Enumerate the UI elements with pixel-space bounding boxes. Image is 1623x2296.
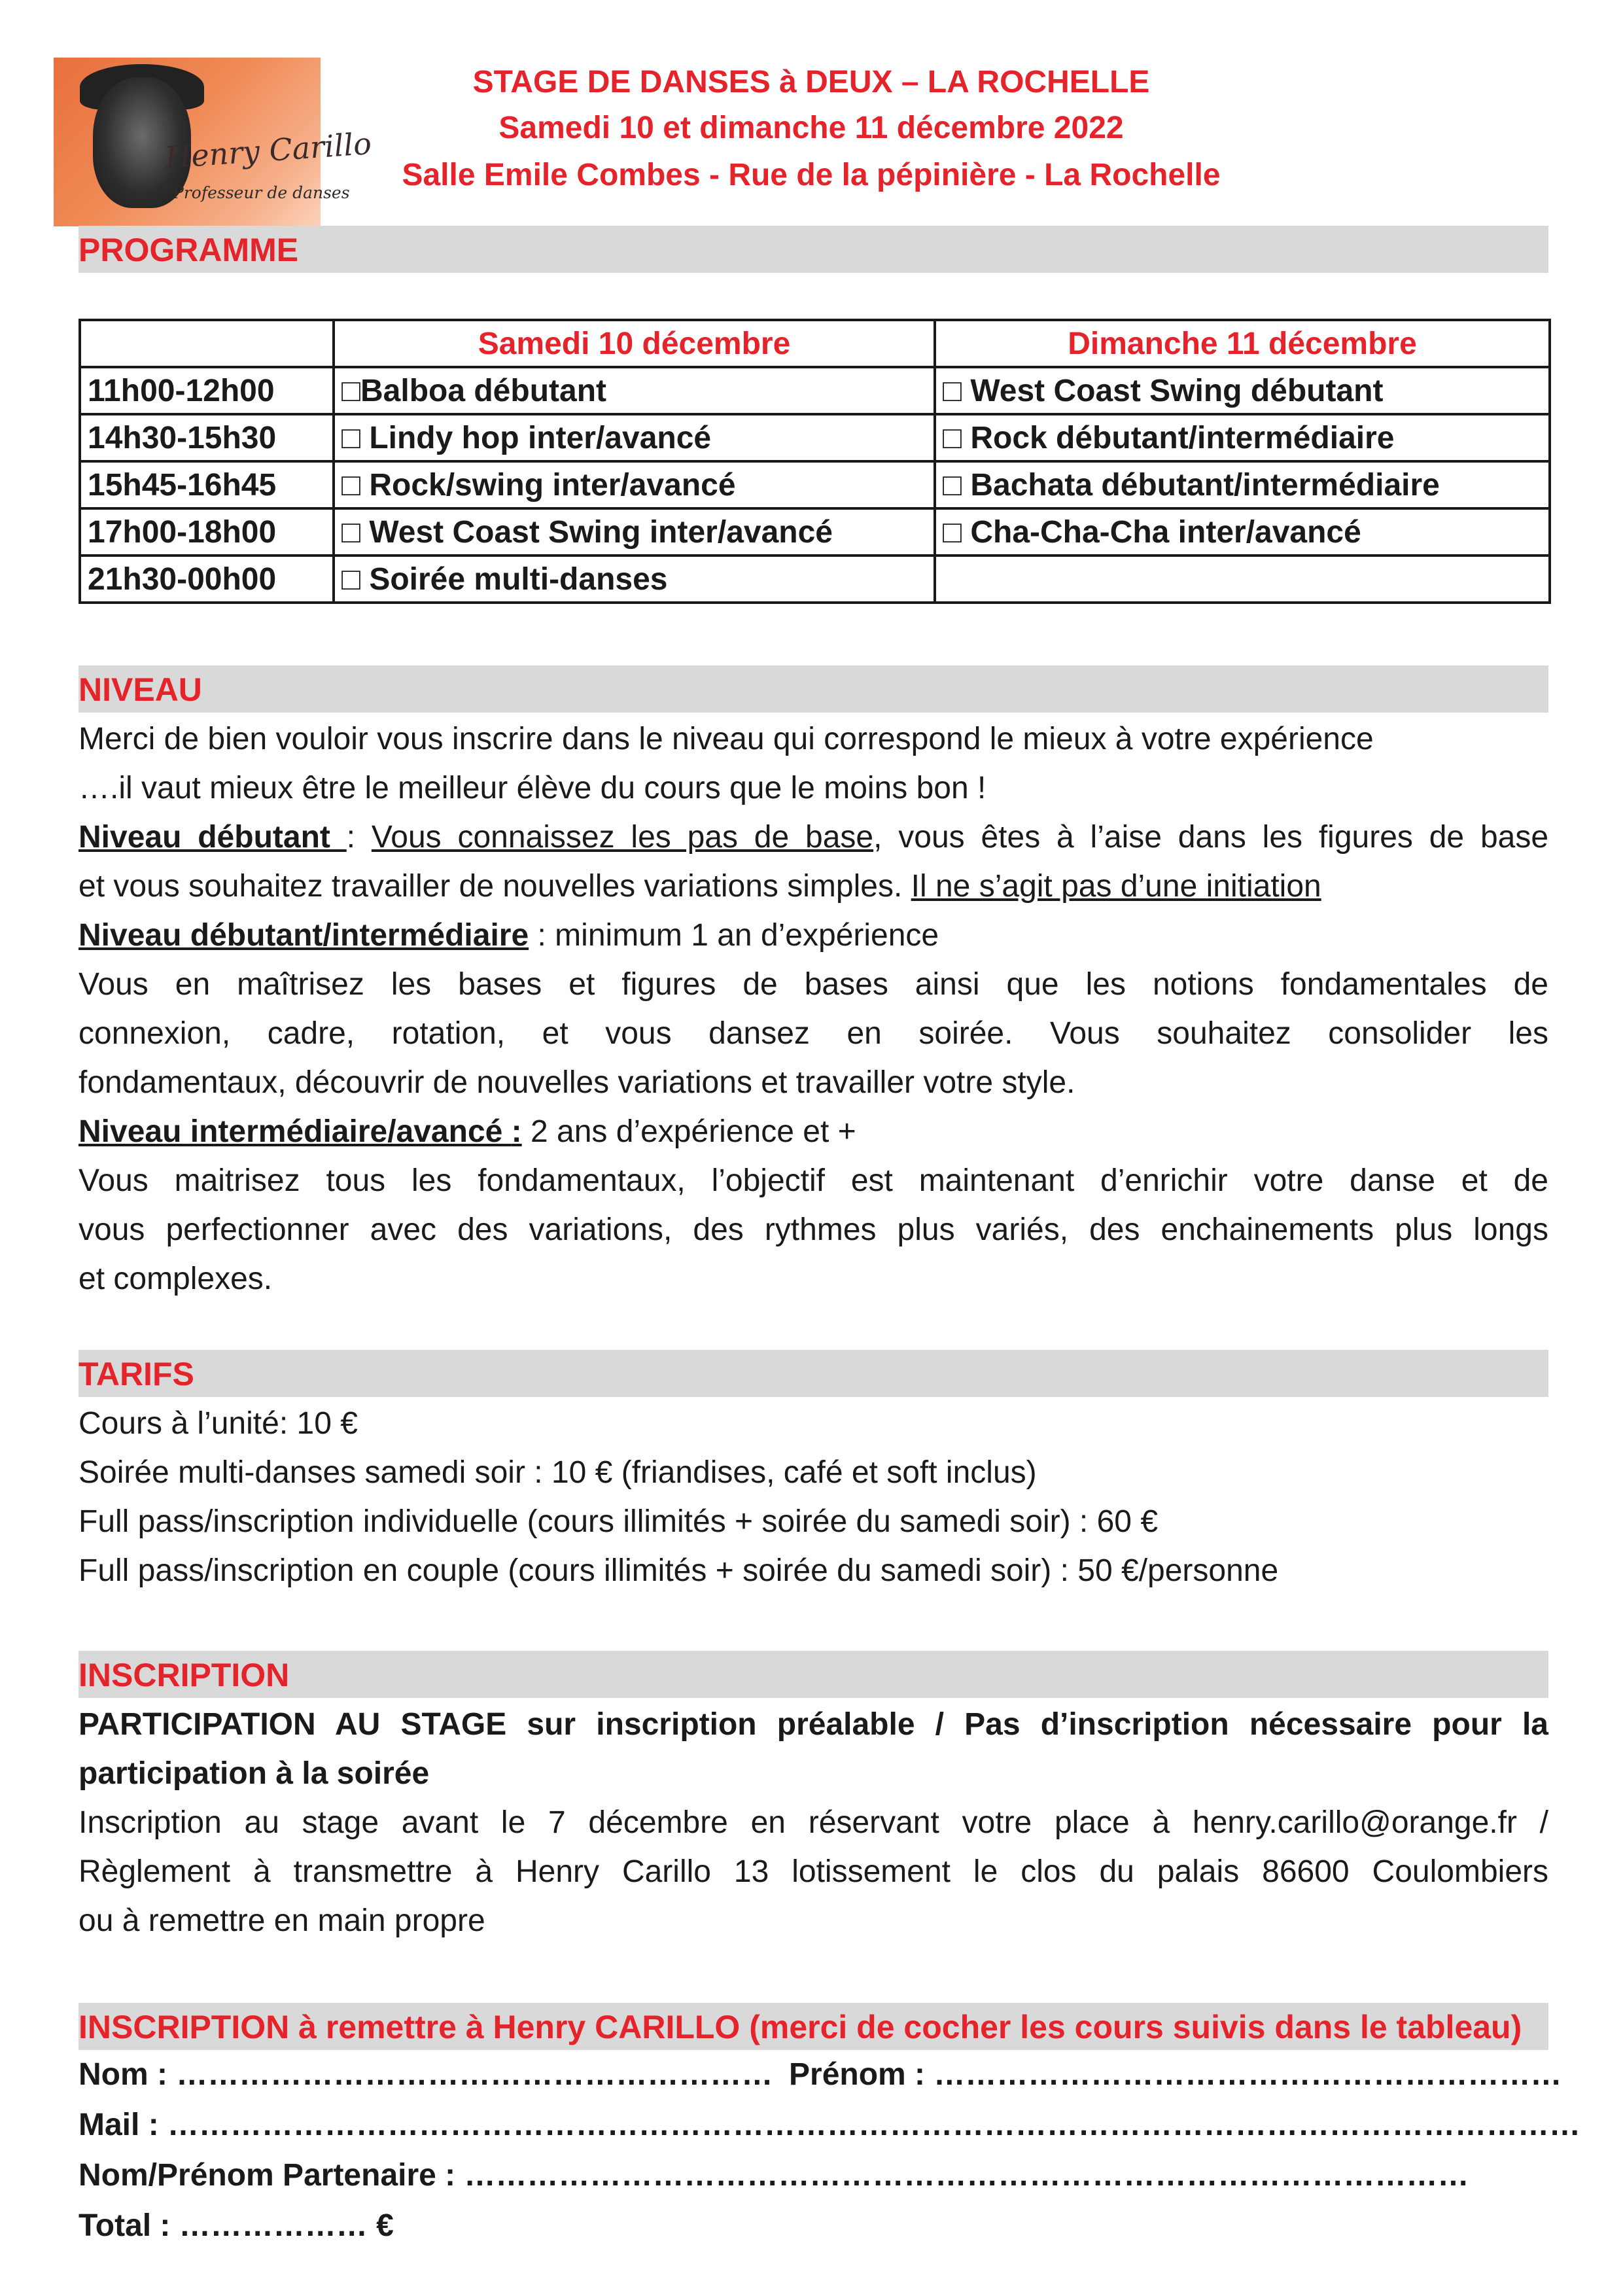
inscription-info-line: ou à remettre en main propre [79,1903,485,1938]
level-beginner-emphasis: Vous connaissez les pas de base [371,820,874,855]
section-title-niveau: NIVEAU [79,671,202,708]
table-header-sunday: Dimanche 11 décembre [935,320,1550,367]
event-title: STAGE DE DANSES à DEUX – LA ROCHELLE [472,65,1150,99]
saturday-course[interactable]: □Balboa débutant [334,367,935,414]
table-header-row [80,320,1550,367]
saturday-course[interactable]: □ Lindy hop inter/avancé [334,414,935,461]
table-row [80,367,1550,414]
teacher-logo [54,58,373,226]
event-dates: Samedi 10 et dimanche 11 décembre 2022 [498,111,1124,145]
level-beginner-line: Niveau débutant : Vous connaissez les pas de base, vous êtes à l’aise dans les figures de base [79,820,1549,855]
section-bar-tarifs [79,1350,1548,1397]
time-slot: 17h00-18h00 [80,508,334,556]
level-advanced-requirement: 2 ans d’expérience et + [521,1114,856,1149]
niveau-intro-line: ….il vaut mieux être le meilleur élève du cours que le moins bon ! [79,771,986,805]
price-item: Full pass/inscription individuelle (cours illimités + soirée du samedi soir) : 60 € [79,1504,1159,1539]
sunday-course-empty [935,556,1550,603]
section-title-tarifs: TARIFS [79,1356,194,1392]
saturday-course[interactable]: □ Rock/swing inter/avancé [334,461,935,508]
level-intermediate-label: Niveau débutant/intermédiaire [79,918,529,953]
level-beginner-note: Il ne s’agit pas d’une initiation [911,869,1321,904]
level-beginner-label: Niveau débutant [79,820,347,855]
form-prenom-field[interactable]: Prénom : …………………………………………………… [789,2057,1562,2092]
form-total-field[interactable]: Total : ……………… € [79,2208,394,2243]
form-partner-field[interactable]: Nom/Prénom Partenaire : …………………………………………………………………………………… [79,2158,1469,2193]
form-nom-field[interactable]: Nom : ………………………………………………… [79,2057,773,2092]
inscription-info-line: Inscription au stage avant le 7 décembre en réservant votre place à henry.carillo@orange.fr / [79,1805,1548,1840]
section-bar-inscription [79,1651,1548,1698]
level-description-line: vous perfectionner avec des variations, des rythmes plus variés, des enchainements plus longs [79,1212,1548,1247]
section-title-inscription: INSCRIPTION [79,1657,290,1693]
time-slot: 11h00-12h00 [80,367,334,414]
logo-signature: Henry Carillo [164,126,373,175]
time-slot: 21h30-00h00 [80,556,334,603]
sunday-course[interactable]: □ West Coast Swing débutant [935,367,1550,414]
level-description-line: Vous maitrisez tous les fondamentaux, l’objectif est maintenant d’enrichir votre danse et de [79,1163,1548,1198]
niveau-intro-line: Merci de bien vouloir vous inscrire dans le niveau qui correspond le mieux à votre expérience [79,722,1374,756]
tarifs-list [79,1399,1548,1595]
level-description-line: et complexes. [79,1262,273,1296]
table-row [80,461,1550,508]
table-header-saturday: Samedi 10 décembre [334,320,935,367]
event-venue: Salle Emile Combes - Rue de la pépinière - La Rochelle [402,158,1221,192]
table-header-empty [80,320,334,367]
section-bar-form [79,2003,1548,2050]
table-row [80,414,1550,461]
time-slot: 14h30-15h30 [80,414,334,461]
sunday-course[interactable]: □ Bachata débutant/intermédiaire [935,461,1550,508]
table-row [80,556,1550,603]
level-advanced-label: Niveau intermédiaire/avancé [79,1114,512,1149]
sunday-course[interactable]: □ Cha-Cha-Cha inter/avancé [935,508,1550,556]
saturday-course[interactable]: □ West Coast Swing inter/avancé [334,508,935,556]
level-description-line: connexion, cadre, rotation, et vous dansez en soirée. Vous souhaitez consolider les [79,1016,1548,1051]
inscription-info-line: Règlement à transmettre à Henry Carillo 13 lotissement le clos du palais 86600 Coulombiers [79,1854,1548,1889]
level-advanced-line: Niveau intermédiaire/avancé : 2 ans d’expérience et + [79,1114,856,1149]
inscription-rule-line: participation à la soirée [79,1756,430,1791]
sunday-course[interactable]: □ Rock débutant/intermédiaire [935,414,1550,461]
level-description-line: Vous en maîtrisez les bases et figures de bases ainsi que les notions fondamentales de [79,967,1548,1002]
section-bar-niveau [79,665,1548,713]
table-row [80,508,1550,556]
logo-subtitle: Professeur de danses [173,183,350,202]
price-item: Soirée multi-danses samedi soir : 10 € (friandises, café et soft inclus) [79,1455,1037,1490]
form-mail-field[interactable]: Mail : ……………………………………………………………………………………………………………………… [79,2108,1581,2142]
time-slot: 15h45-16h45 [80,461,334,508]
price-item: Full pass/inscription en couple (cours illimités + soirée du samedi soir) : 50 €/personne [79,1553,1279,1588]
section-title-programme: PROGRAMME [79,232,299,268]
niveau-text [79,715,1548,1303]
level-intermediate-requirement: : minimum 1 an d’expérience [529,918,939,953]
section-bar-programme [79,226,1548,273]
section-title-form: INSCRIPTION à remettre à Henry CARILLO (merci de cocher les cours suivis dans le tableau) [79,2009,1522,2045]
inscription-text [79,1700,1548,1945]
inscription-rule-line: PARTICIPATION AU STAGE sur inscription préalable / Pas d’inscription nécessaire pour la [79,1707,1548,1742]
level-description-line: fondamentaux, découvrir de nouvelles variations et travailler votre style. [79,1065,1075,1100]
level-beginner-line: et vous souhaitez travailler de nouvelles variations simples. Il ne s’agit pas d’une initiation [79,869,1321,904]
saturday-course[interactable]: □ Soirée multi-danses [334,556,935,603]
programme-table [79,319,1551,604]
level-intermediate-line [79,911,1548,960]
price-item: Cours à l’unité: 10 € [79,1406,358,1441]
